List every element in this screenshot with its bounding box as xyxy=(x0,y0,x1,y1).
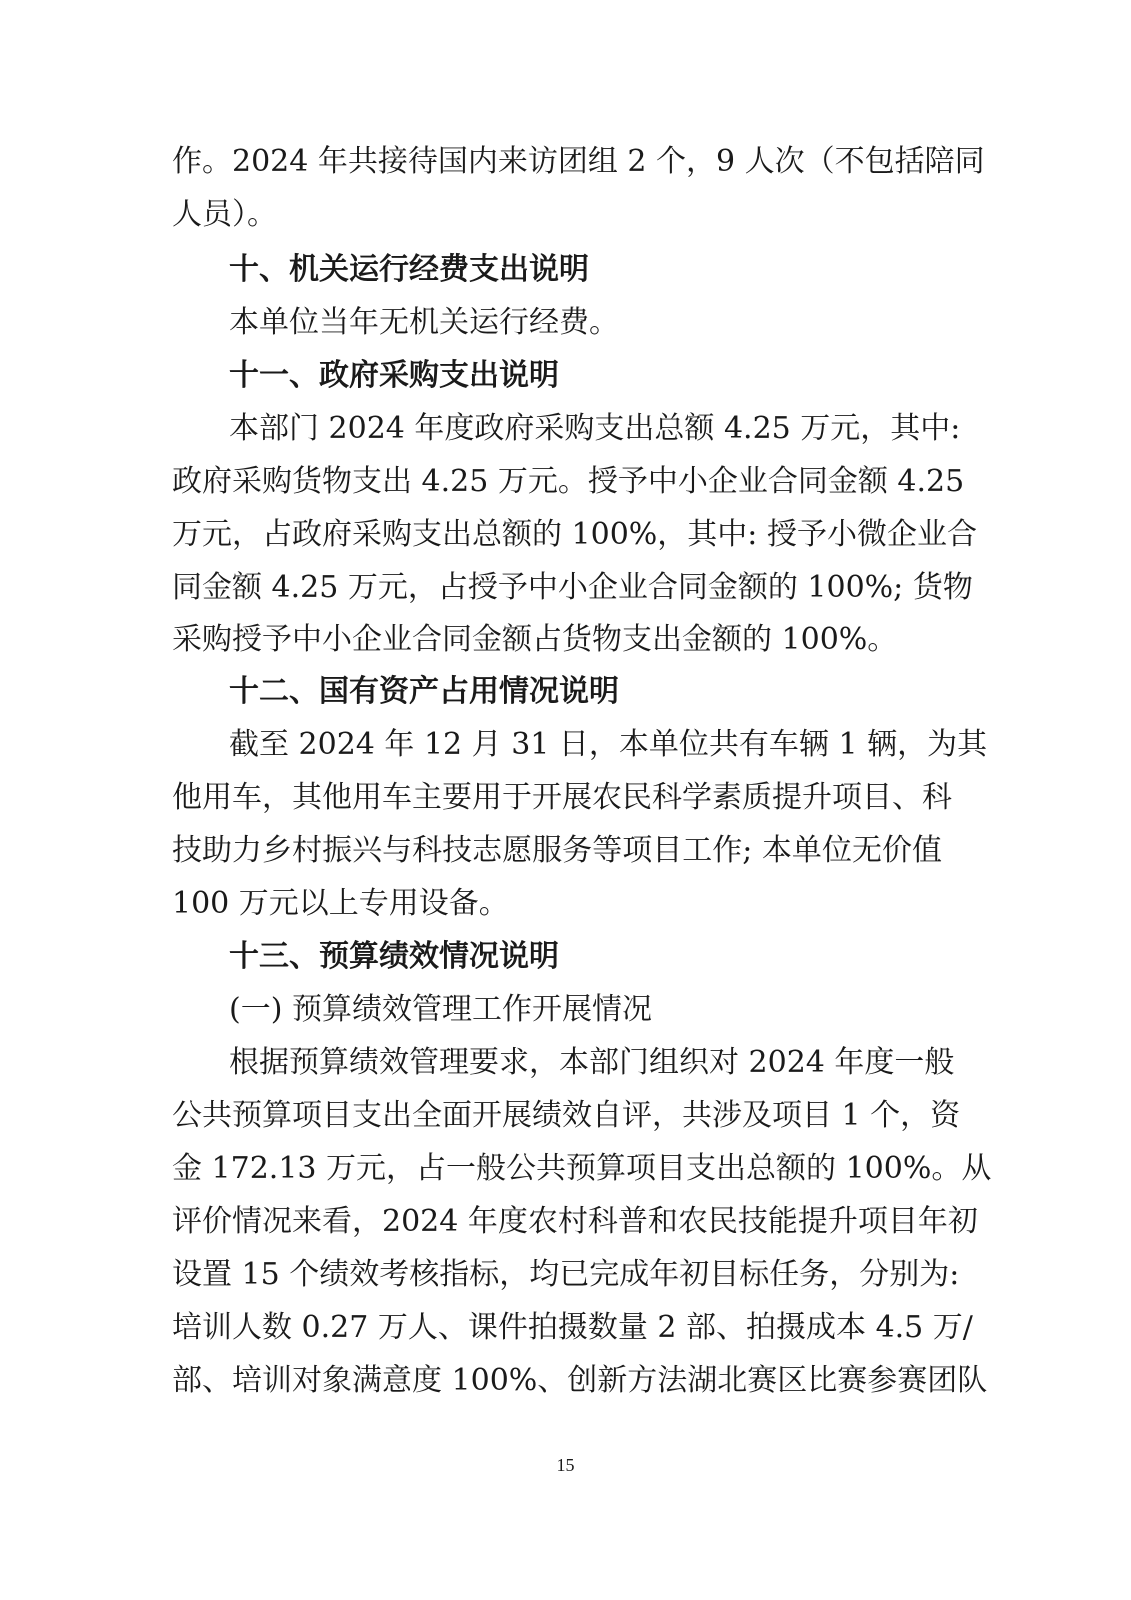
section-heading-11: 十一、政府采购支出说明 xyxy=(229,358,559,393)
page-number: 15 xyxy=(556,1455,575,1475)
paragraph-line: 公共预算项目支出全面开展绩效自评，共涉及项目 1 个，资 xyxy=(172,1098,961,1133)
paragraph-line: 部、培训对象满意度 100%、创新方法湖北赛区比赛参赛团队 xyxy=(172,1363,988,1398)
paragraph-line: 截至 2024 年 12 月 31 日，本单位共有车辆 1 辆，为其 xyxy=(229,727,988,762)
paragraph-line: 根据预算绩效管理要求，本部门组织对 2024 年度一般 xyxy=(229,1045,955,1080)
section-heading-12: 十二、国有资产占用情况说明 xyxy=(229,674,619,709)
paragraph-line: 金 172.13 万元，占一般公共预算项目支出总额的 100%。从 xyxy=(172,1151,992,1186)
section-heading-13: 十三、预算绩效情况说明 xyxy=(229,939,559,974)
paragraph-line: 采购授予中小企业合同金额占货物支出金额的 100%。 xyxy=(172,622,898,657)
paragraph-line: 万元，占政府采购支出总额的 100%，其中: 授予小微企业合 xyxy=(172,517,977,552)
paragraph-line: 本单位当年无机关运行经费。 xyxy=(229,305,619,340)
paragraph-line: 他用车，其他用车主要用于开展农民科学素质提升项目、科 xyxy=(172,780,952,815)
paragraph-line: 政府采购货物支出 4.25 万元。授予中小企业合同金额 4.25 xyxy=(172,464,965,499)
subsection-heading: (一) 预算绩效管理工作开展情况 xyxy=(229,992,652,1027)
section-heading-10: 十、机关运行经费支出说明 xyxy=(229,252,589,287)
paragraph-line: 人员）。 xyxy=(172,197,277,232)
paragraph-line: 同金额 4.25 万元，占授予中小企业合同金额的 100%; 货物 xyxy=(172,570,973,605)
paragraph-line: 评价情况来看，2024 年度农村科普和农民技能提升项目年初 xyxy=(172,1204,978,1239)
paragraph-line: 作。2024 年共接待国内来访团组 2 个，9 人次（不包括陪同 xyxy=(172,144,985,179)
paragraph-line: 100 万元以上专用设备。 xyxy=(172,886,509,921)
paragraph-line: 培训人数 0.27 万人、课件拍摄数量 2 部、拍摄成本 4.5 万/ xyxy=(172,1310,973,1345)
paragraph-line: 设置 15 个绩效考核指标，均已完成年初目标任务，分别为: xyxy=(172,1257,960,1292)
paragraph-line: 本部门 2024 年度政府采购支出总额 4.25 万元，其中: xyxy=(229,411,961,446)
paragraph-line: 技助力乡村振兴与科技志愿服务等项目工作; 本单位无价值 xyxy=(172,833,942,868)
